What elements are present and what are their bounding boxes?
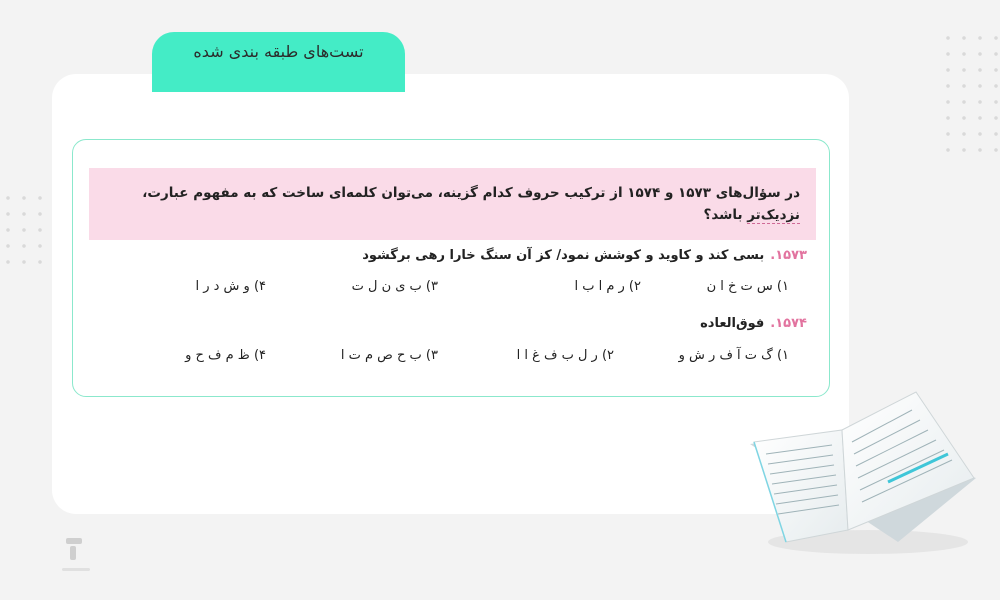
question-1573: [362, 248, 807, 263]
option-2[interactable]: ۲) ر م ا ب ا: [574, 279, 641, 294]
intro-text-end: باشد؟: [703, 207, 748, 223]
option-3[interactable]: ۳) ب ی ن ل ت: [351, 279, 438, 294]
intro-text: در سؤال‌های ۱۵۷۳ و ۱۵۷۴ از ترکیب حروف کدام گزینه، می‌توان کلمه‌ای ساخت که به مفهوم عبارت،: [142, 185, 800, 201]
intro-emphasis: نزدیک‌تر: [747, 207, 800, 223]
option-3[interactable]: ۳) ب ح ص م ت ا: [340, 348, 438, 363]
option-4[interactable]: ۴) و ش د ر ا: [195, 279, 266, 294]
section-tab: [152, 32, 405, 92]
decorative-dots-left: [0, 190, 50, 270]
book-icon: [748, 382, 980, 562]
question-text: فوق‌العاده: [700, 316, 765, 331]
option-1[interactable]: ۱) س ت خ ا ن: [706, 279, 789, 294]
option-4[interactable]: ۴) ظ م ف ح و: [185, 348, 266, 363]
question-number: ۱۵۷۳.: [770, 248, 807, 263]
question-1574: [700, 316, 807, 331]
option-2[interactable]: ۲) ر ل ب ف غ ا ا: [516, 348, 614, 363]
question-number: ۱۵۷۴.: [770, 316, 807, 331]
decorative-dots-right: [940, 30, 1000, 160]
question-text: بسی کند و کاوید و کوشش نمود/ کز آن سنگ خارا رهی برگشود: [362, 248, 765, 263]
question-intro: [89, 168, 816, 240]
logo-icon: [56, 530, 96, 576]
option-1[interactable]: ۱) گ ت آ ف ر ش و: [678, 348, 789, 363]
question-box: [72, 139, 830, 397]
section-tab-label: تست‌های طبقه بندی شده: [193, 42, 364, 61]
